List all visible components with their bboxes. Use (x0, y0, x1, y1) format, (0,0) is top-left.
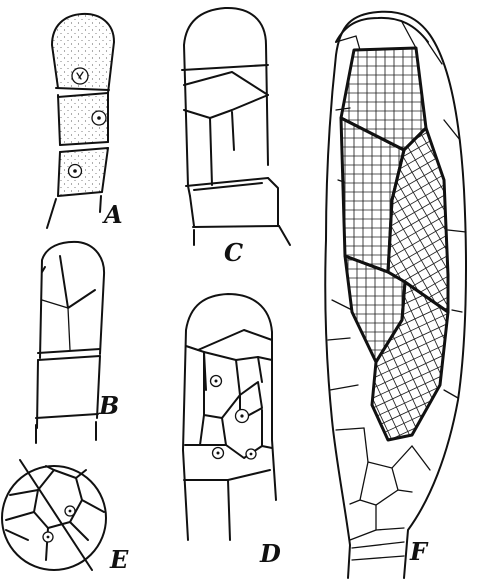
panel-e-label: E (110, 545, 129, 574)
panel-c-label: C (224, 238, 244, 267)
panel-c-drawing (182, 8, 290, 245)
panel-e-drawing (2, 460, 106, 570)
panel-d-drawing (183, 294, 276, 540)
panel-f-label: F (410, 537, 428, 566)
panel-f-drawing (314, 12, 480, 578)
panel-b-drawing (36, 242, 104, 443)
panel-d-label: D (260, 539, 281, 568)
panel-a-label: A (104, 200, 123, 229)
panel-a-drawing (47, 14, 114, 228)
panel-b-label: B (99, 391, 120, 420)
